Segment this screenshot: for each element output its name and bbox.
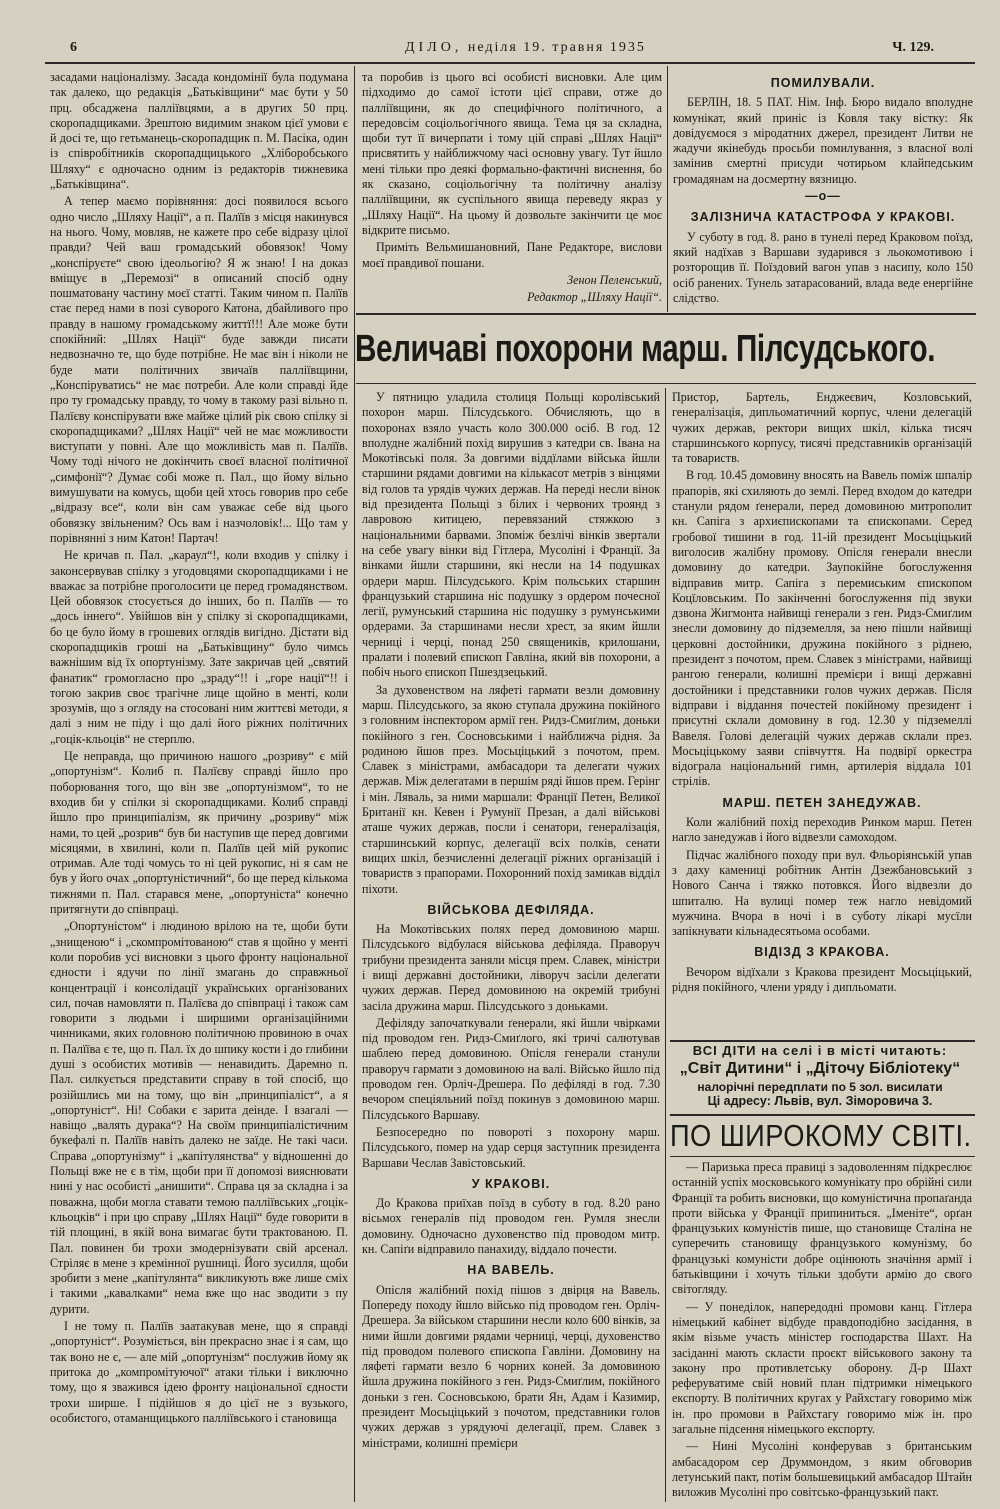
signature-role: Редактор „Шляху Нації“. <box>527 290 662 305</box>
column-3-top <box>673 70 973 310</box>
world-news <box>672 1160 972 1502</box>
col1-paragraph: А тепер маємо порівняння: досі появилося всього одно число „Шляху Нації“, а п. Палїїв з місця накинувся на нього. Чому, мовляв, не кажете про себе відразу цілої правди? Чей ваш громадський обовязок! Чому „конспіруєте“ свою ідеольогію? Я ж знаю! І на доказ вміщує в „Перемозі“ в описаний спосіб одну пошматовану частину моєї статті. Таким чином п. Палїїв стає перед нами в позі суворого Катона, дбайливого про правду в нашому громадському життї!!! Але може бути спокійний: „Шлях Нації“ буде завжди писати недвозначно те, що буде потрібне. Не має він і ніколи не буде мати політичних звичаїв палліївщини, „Конспіруватись“ не має потреби. Але коли справді йде про ту громадську правду, то чому в такому разі вільно п. Палїєву конспірувати вже майже цілий рік свою спілку зі скоропадщиками? „Шлях Нації“ чей не має можливости виступати у повні. Але що можливість мав п. Палїїв. Чому тоді нічого не докінчить своєї власної політичної „симфонії“? Думає собі може п. Пал., що йому вільно вимушувати на комусь, щоби цей хтось говорив про себе „відразу все“, коли він сам уважає себе від цього обовязку звільненим? Ось вам і назчоловік!... Що там у порівнянні з ним Катон! Партач! <box>50 194 348 545</box>
masthead <box>60 38 940 60</box>
col1-paragraph: І не тому п. Палїїв заатакував мене, що я справді „опортуніст“. Розуміється, він прекрасно знає і я сам, що так воно не є, — але мій „опортунізм“ послужив йому як притока до „компромітуючої“ атаки тільки і виключно тому, що я зважився ідею фронту національної єдности трохи ширше. І пiдійшов я до цієї не з вузького, особистого, отаманщицького палліївського і становища <box>50 1319 348 1425</box>
news-heading: ЗАЛІЗНИЧА КАТАСТРОФА У КРАКОВІ. <box>690 210 956 225</box>
subheading: ВІДІЗД З КРАКОВА. <box>754 945 890 960</box>
advertisement <box>670 1043 970 1113</box>
subheading: ВІЙСЬКОВА ДЕФІЛЯДА. <box>427 902 595 917</box>
news-heading: ПОМИЛУВАЛИ. <box>770 76 876 90</box>
subheading: НА ВАВЕЛЬ. <box>467 1263 555 1278</box>
subheading: У КРАКОВІ. <box>471 1176 551 1191</box>
column-2-main <box>362 390 660 1502</box>
world-news-item: — Паризька преса правиці з задоволенням підкреслює останній успіх московського комунікату про обрійні сили Франції та робить висновки, що комуністична пропаґанда проти війська у Франції припиниться. „Іменіте“, орґан французьких комуністів пише, що становище Сталіна не суперечить становищу французького комунізму, бо французькі комуністи добре оцінюють значіння армії і батьківщини і хочуть тільки здобути армію до свого світогляду. <box>672 1160 972 1297</box>
signature-name: Зенон Пеленський, <box>567 272 662 287</box>
article-paragraph: За духовенством на ляфеті гармати везли домовину марш. Пілсудського, за якою ступала дружина покійного з головним інспектором армії ген. Ридз-Смиґлим, доньки покійного з ген. Сосновськими і найближча рідня. За родиною йшов през. Мосьціцький з почотом, прем. Славек з міністрами, амбасадори та делегати чужих держав. Між делегатами в першім ряді йшов прем. Герінг і мін. Ляваль, за ними маршали: Франції Петен, Великої Британії кн. Кевен і Румунії Презан, а далі військові аташе чужих держав, посли і сенатори, генералізація, старшинський корпус, делегації всіх полків, сенати вищих шкіл, безчисленні делегації ріжних організацій і товариств з прапорами. Похоронний похід замикав відділ піхоти. <box>362 682 660 896</box>
ad-line: „Світ Дитини“ і „Діточу Бібліотеку“ <box>679 1060 961 1077</box>
main-headline: Величаві похорони марш. Пілсудського. <box>355 328 936 370</box>
column-3-main <box>672 390 972 1038</box>
col1-paragraph: Не кричав п. Пал. „караул“!, коли входив у спілку і законсервував спілку з угодовцями скоропадщиками і не вважає за потрібне проголосити це перед громадянством. Цей обовязок стосується до інших, бо п. Палїїв — то „дось іннего“. Увійшов він у спілку зі скоропадщиками, бо це було йому в грошевих оглядів вигідно. Дістати від скоропадщиків гроші на „Батьківщину“ було чимсь важнішим від їх опортунізму. Зате закричав цей „святий фанатик“ громогласно про „зраду“!! і „горе нації“!! і тогою закрив своє трагічне лице щойно в менті, коли зрозумів, що з огляду на стосовані ним життєві методи, я далі з ним не піду і що далі його ріжних політичних „гоцік-кльоців“ не стерплю. <box>50 548 348 746</box>
ad-line: Ці адресу: Львів, вул. Зіморовича 3. <box>707 1094 933 1108</box>
world-news-item: — Нині Мусоліні конферував з британським амбасадором сер Друммондом, з яким обговорив летунський пакт, потім большевицький амбасадор Штайн виложив Мусоліні про совітсько-французький пакт. <box>672 1439 972 1500</box>
issue-number: Ч. 129. <box>892 40 934 55</box>
column-divider <box>667 66 668 312</box>
article-paragraph: Опісля жалібний похід пішов з двірця на Вавель. Попереду походу йшло військо під проводом ген. Орліч-Дрешера. За військом старшини несли коло 600 вінків, за ними йшли довгими рядами черниці, черці, духовенство під проводом полевого єпископа Гавліни. Домовину на ляфеті гармати везло 6 чорних коней. За домовиною йшла дружина покійного з ген. Ридз-Смиґлим, покійного доньки з ген. Сосновською, брати Ян, Адам і Казимир, президент Мосьціцький з почотом, представники голов чужих держав з урядуючі делегації, прем. Славек з міністрами, колишні премієри <box>362 1282 660 1450</box>
article-paragraph: У пятницю уладила столиця Польщі королівський похорон марш. Пілсудського. Обчисляють, що в похоронах взяло участь коло 300.000 осіб. В год. 12 вполудне жалібний похід вирушив з катедри св. Івана на Мокотівські поля. За довгими віддїлами війська йшли старшини рядами довгими на кількасот метрів з вінцями від голов та урядів чужих держав. На переді несли вінок від президента Польщі з білих і червоних троянд з лавровою китицею, перевязаний стяжкою з національними барвами. Зпоміж безлічі вінків звертали на себе увагу вінки від Гітлера, Мусоліні і Франції. За вінками йшли старшини, які несли на 14 подушках ордери марш. Пілсудського. Крім польських старшин французький старшина ніс подушку з ордером почесної легії, румунський старшина ніс подушку з румунськими ордерами. За старшинами несли хрест, за яким йшли черниці і черці, понад 250 священиків, крилошани, пралати і полевий єпископ Гавліна, який вів похорони, а побіч нього єпископ Пшездзецький. <box>362 390 660 680</box>
issue-date: неділя 19. травня 1935 <box>467 40 646 55</box>
col1-paragraph: засадами націоналізму. Засада кондомінії була подумана так далеко, що редакція „Батьківщини“ має бути у 50 прц. обсаджена палліївцями, а в других 50 прц. скоропадщиками. Зрештою видимим знаком цієї умови є й досі те, що гетьманець-скоропадщик п. М. Пасіка, один із співробітників скоропадщицького „Хліборобського Шляху“ є одночасно одним із редакторів тижневика „Батьківщина“. <box>50 70 348 192</box>
subheading: МАРШ. ПЕТЕН ЗАНЕДУЖАВ. <box>722 795 922 810</box>
section-heading: ПО ШИРОКОМУ СВІТІ. <box>670 1118 972 1153</box>
headline-rule-top <box>356 313 976 315</box>
ad-rule-bottom <box>670 1114 975 1116</box>
headline-rule-bottom <box>356 383 976 384</box>
article-paragraph: Коли жалібний похід переходив Ринком марш. Петен нагло занедужав і його відвезли самоходом. <box>672 815 972 845</box>
column-divider <box>354 66 355 1502</box>
column-2-top <box>362 70 662 306</box>
masthead-title <box>405 40 646 56</box>
world-news-item: — У понеділок, напередодні промови канц. Гітлера німецький кабінет відбуде правдоподібно засідання, в якім візьме участь міністер господарства Шахт. На засіданні мають скласти проєкт військового закону та закону про противлетську оборону. Д-р Шахт реферуватиме свій новий план підтримки німецького експорту. В політичних кругах у Райхстагу говоримо між ін. про промови в Райхстагу говоримо між ін. про загальне підсення німецького експорту. <box>672 1299 972 1437</box>
column-1 <box>50 70 348 1502</box>
article-paragraph: Вечором відїхали з Кракова президент Мосьціцький, рідня покійного, члени уряду і дипльомати. <box>672 964 972 994</box>
ad-rule-top <box>670 1040 975 1042</box>
letter-paragraph: Приміть Вельмишановний, Пане Редакторе, вислови моєї правдивої пошани. <box>362 240 662 270</box>
article-paragraph: Пристор, Бартель, Енджеєвич, Козловський, генералізація, дипльоматичний корпус, члени делегацій чужих держав, ректори вищих шкіл, кілька тисяч старшинського корпусу, тисячі представників організацій та товариств. <box>672 390 972 466</box>
col1-paragraph: „Опортуністом“ і людиною врілою на те, щоби бути „знищеною“ і „скомпромітованою“ став я щойно у менті коли поробив усі висновки з цього фронту національної єдности і ядучи по лінії змагань до справжньої концентрації і консолідації українських організованих сил, почав намовляти п. Палїєва до співпраці і також сам говорити з людьми і ширшими організаційними чинниками, яких головною політичною провиною в очах п. Палїїва є те, що п. Пал. їх до шпику кости і до глибини душі з особистих мотивів — ненавидить. Даремно п. Пал. силкується представити справу в той спосіб, що розійшлись ми на тому, що він „принципіаліст“, а я „опортуніст“. Ні! Собаки є зарита деінде. І взагалі — навіщо „валять дурака“? На своїм принципіалістичним букефалі п. Палїїв навіть далеко не заїде. Не такі часи. Справа „опортунізму“ і „капітулянства“ у відношенні до Польщі вже не є в тім, щоби при її допомозі вияснювати нині у нас особисті „анишити“. Справа ця за складна і за поважна, щоби могла ставати темою палліївських „гоцік-кльоцків“ і при цю справу „Шлях Нації“ буде говорити в тій площині, в якій вона вимагає бути трактованою. П. Пал. повинен би трохи змодернізувати свій арсенал. Стріляє в мене з кремінної рушниці. Його зусилля, щоби зробити з мене „капітулянта“ викликують вже лише сміх і такими „кавалками“ нема вже що нас зводити з пу дурити. <box>50 919 348 1316</box>
ad-line: ВСІ ДІТИ на селі і в місті читають: <box>692 1043 948 1058</box>
article-paragraph: Безпосередно по повороті з похорону марш. Пілсудського, помер на удар серця заступник президента Варшави Чеслав Завістовський. <box>362 1124 660 1170</box>
article-paragraph: В год. 10.45 домовину вносять на Вавель поміж шпалір прапорів, які схиляють до землі. Перед входом до катедри станули рядом ґенерали, перед домовиною митрополит кн. Сапіга з архиєпископами та єпископами. Серед гробової тишини в год. 11-ій президент Мосьціцький виголосив жалібну промову. Опісля генерали внесли домовину до катедри. Заупокійне богослуження відправив митр. Сапіга з перемиським єпископом Коцїловським. По закінченні богослуження під звуки дзвона Жигмонта найвищі генерали з ген. Ридз-Смиґлим знесли домовину до підземелля, за нею пішли найвищі церковні достойники, дружина покійного з ріднею, президент з почотом, прем. Славек з міністрами, найвищі рангою генерали, колишні премієри і вищі державні достойники і представники голов чужих держав. Після відправи і віддання почестей покійному президент і присутні склали домовину в год. 12.30 у підземеллі Вавеля. Голові делегацій чужих держав склали през. Мосьціцькому заяви співчуття. На подвірї оркестра відограла національний гимн, артилерія віддала 101 стрілів. <box>672 468 972 789</box>
paper-name: ДІЛО, <box>405 40 463 55</box>
ad-line: налорічні передплати по 5 зол. висилати <box>697 1080 943 1094</box>
article-paragraph: Дефіляду започаткували ґенерали, які йшли чвірками під проводом ген. Ридз-Смиґлого, які тричі салютував шаблею перед домовиною. Опісля генерали станули праворуч гармати з домовиною на валі. Військо йшло під проводом ген. Орліч-Дрешера. По дефіляді в год. 7.30 вечором спеціяльний поїзд покинув з домовиною марш. Пілсудського Варшаву. <box>362 1015 660 1122</box>
section-rule <box>670 1156 975 1157</box>
news-separator: —о— <box>805 189 841 204</box>
news-paragraph: БЕРЛІН, 18. 5 ПАТ. Нім. Інф. Бюро видало вполудне комунікат, який приніс із Ковля таку вістку: Як довідуємося з міродатних джерел, президент Литви не жадучи якінебудь просьби помилування, з власної волі замінив смертні присуди чотирьом клайпедським громадянам на досмертну вязницю. <box>673 95 973 186</box>
col1-paragraph: Це неправда, що причиною нашого „розриву“ є мій „опортунізм“. Колиб п. Палїєву справді йшло про поборювання того, що він звe „опортунізмом“, то не входив би у спілки зі скоропадщиками. Колиб справді йшло про принципіалізм, як причину „розриву“ між нами, то цей „розрив“ був би наступив ще перед довгими місяцями, в хвилині, коли п. Палїїв цей мій рукопис отримав. Але тоді чомусь то ні цей рукопис, ні я сам не був у його очах „опортуністичний“, бо ще перед кількома тижнями п. Пал. старався мене, „опортуніста“ конечно притягнути до співпраці. <box>50 749 348 917</box>
article-paragraph: На Мокотівських полях перед домовиною марш. Пілсудського відбулася військова дефіляда. Праворуч трибуни президента заняли місця прем. Славек, міністри і вищі державні достойники, ліворуч засіли делегати чужих держав. Перед домовиною на окремій трибуні засіла дружина марш. Пілсудського з доньками. <box>362 922 660 1013</box>
article-paragraph: Підчас жалібного походу при вул. Фльоріянській упав з даху камениці робітник Антін Дзежбановський з Нового Санча і тяжко потовкся. Його відвезли до шпиталю. На вулиці помер теж нагло невідомий мужчина. Вчора в ночі і в суботу лікарі мусїли запікнувати кільнадесятьома особами. <box>672 847 972 939</box>
page-number: 6 <box>70 40 77 55</box>
masthead-rule <box>45 62 975 64</box>
article-paragraph: До Кракова приїхав поїзд в суботу в год. 8.20 рано вісьмох генералів під проводом ген. Румля знесли домовину. Одночасно духовенство під проводом митр. кн. Сапіґи відправило панахиду, віддало почести. <box>362 1196 660 1257</box>
news-paragraph: У суботу в год. 8. рано в тунелі перед Краковом поїзд, який надїхав з Варшави зударився з льокомотивою і розторощив її. Поїздовий вагон упав з насипу, коло 150 осіб ранених. Тунель затарасований, влада веде енергійне слідство. <box>673 229 973 305</box>
letter-paragraph: та поробив із цього всі особисті висновки. Але цим підходимо до самої істоти цієї справи, отже до палліївщини, як до специфічного політичного, а передовсім соціольогічного явища. Тема ця зa складна, щоби тут її вичерпати і тому цій справі „Шлях Нації“ присвятить у найближчому часі основну увагу. Тут йшло мені тільки про деякі формально-фактичні виснення, бо як сказано, соціольогічну та політичну аналізу палліївщини, як суспільного явища переведу якраз у „Шляху Нації“. На цьому й дозвольте закінчити це моє відкрите письмо. <box>362 70 662 237</box>
column-divider <box>665 388 666 1502</box>
